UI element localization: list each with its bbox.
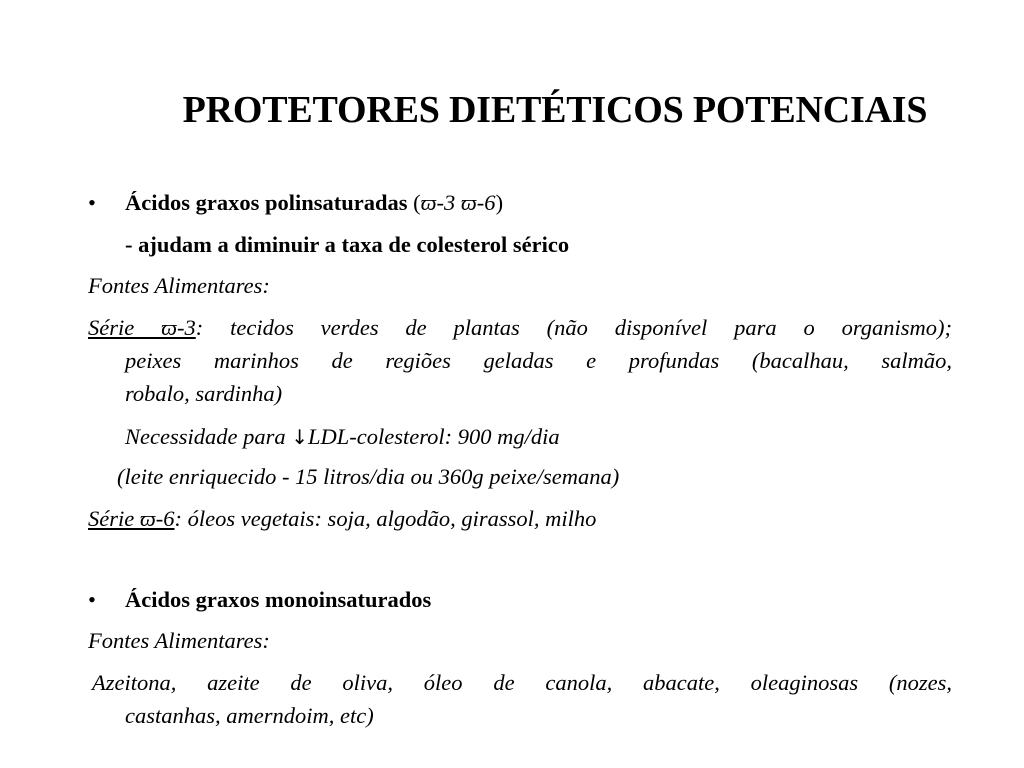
serie6-text: : óleos vegetais: soja, algodão, girassol, milho [174, 506, 597, 531]
equivalent-line: (leite enriquecido - 15 litros/dia ou 360g peixe/semana) [117, 464, 620, 489]
section1-sources-label: Fontes Alimentares: [88, 273, 270, 298]
section1-benefit: - ajudam a diminuir a taxa de colesterol sérico [125, 232, 570, 257]
section2-sources-line-2: castanhas, amerndoim, etc) [125, 703, 374, 728]
section1-heading: Ácidos graxos polinsaturadas [125, 190, 408, 215]
bullet-marker-1: • [88, 190, 96, 215]
need-rest: LDL-colesterol: 900 mg/dia [308, 424, 560, 449]
slide-title: PROTETORES DIETÉTICOS POTENCIAIS [182, 89, 928, 131]
section1-paren-open: ( [407, 190, 421, 215]
need-prefix: Necessidade para [125, 424, 292, 449]
section2-sources-line-1: Azeitona, azeite de oliva, óleo de canola, abacate, oleaginosas (nozes, [92, 670, 952, 695]
serie3-line-3: robalo, sardinha) [125, 381, 283, 406]
serie3-label: Série ϖ-3 [88, 315, 196, 340]
section1-heading-line [125, 187, 503, 218]
serie6-label: Série ϖ-6 [88, 506, 175, 531]
down-arrow-icon: ↓ [291, 425, 308, 449]
section2-heading: Ácidos graxos monoinsaturados [125, 587, 432, 612]
section1-paren-close: ) [495, 190, 504, 215]
need-line [125, 421, 560, 453]
serie6-line [88, 503, 596, 534]
serie3-line-2: peixes marinhos de regiões geladas e profundas (bacalhau, salmão, [125, 348, 952, 373]
serie3-line1-text: : tecidos verdes de plantas (não disponível para o organismo); [195, 315, 952, 340]
section1-series: ϖ-3 ϖ-6 [420, 190, 496, 215]
bullet-marker-2: • [88, 587, 96, 612]
serie3-line-1 [88, 312, 952, 343]
section2-sources-label: Fontes Alimentares: [88, 628, 270, 653]
